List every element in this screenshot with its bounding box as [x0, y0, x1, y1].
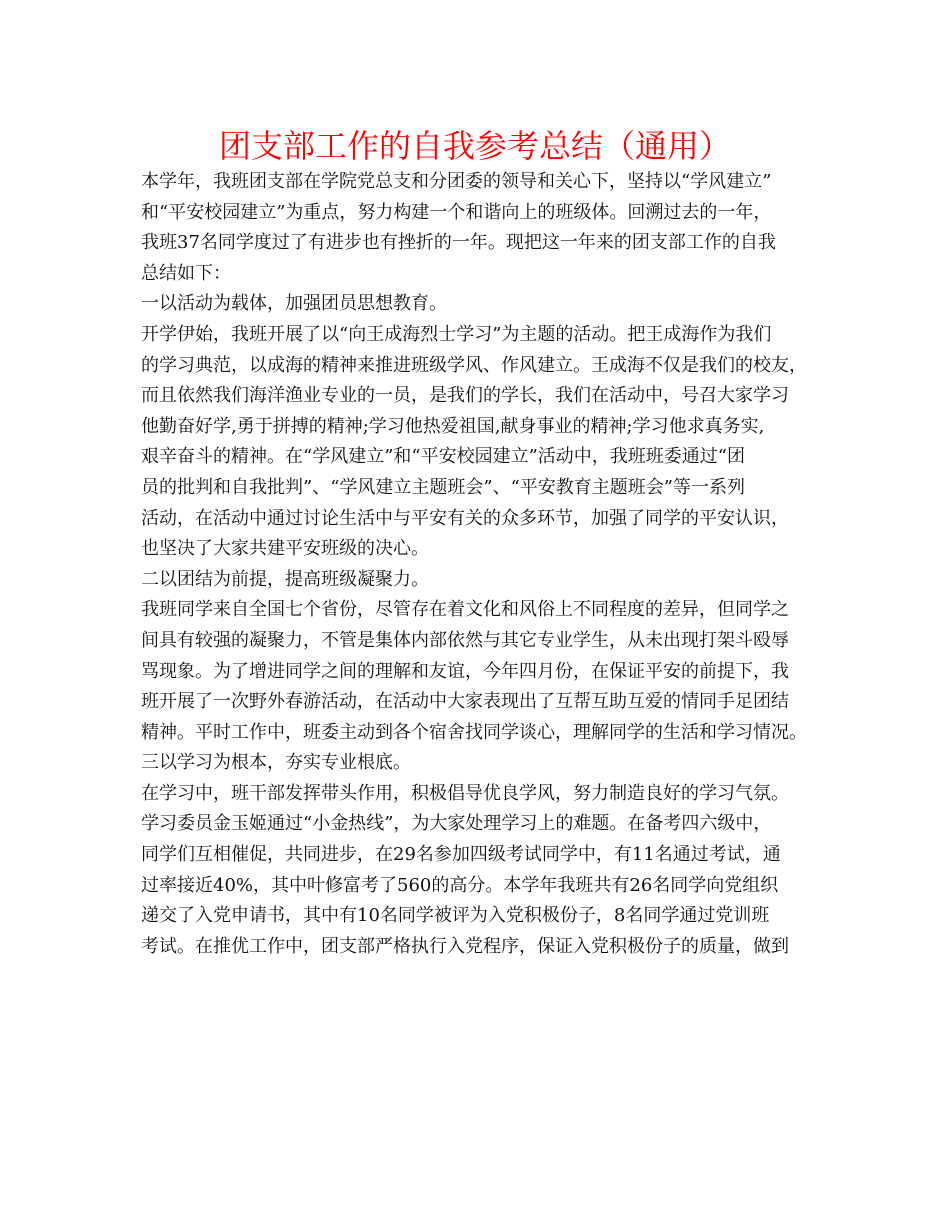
section-heading-2: 二以团结为前提，提高班级凝聚力。: [141, 568, 429, 590]
section-heading-1: 一以活动为载体，加强团员思想教育。: [141, 293, 447, 315]
body-line: 精神。平时工作中，班委主动到各个宿舍找同学谈心，理解同学的生活和学习情况。: [141, 721, 807, 743]
document-title: 团支部工作的自我参考总结（通用）: [218, 127, 731, 165]
body-line: 活动，在活动中通过讨论生活中与平安有关的众多环节，加强了同学的平安认识，: [141, 507, 789, 529]
body-line: 同学们互相催促，共同进步，在29名参加四级考试同学中，有11名通过考试，通: [141, 844, 781, 866]
body-line: 班开展了一次野外春游活动，在活动中大家表现出了互帮互助互爱的情同手足团结: [141, 691, 789, 713]
body-line: 学习委员金玉姬通过“小金热线”，为大家处理学习上的难题。在备考四六级中，: [141, 813, 772, 835]
body-line: 我班同学来自全国七个省份，尽管存在着文化和风俗上不同程度的差异，但同学之: [141, 599, 789, 621]
body-line: 的学习典范，以成海的精神来推进班级学风、作风建立。王成海不仅是我们的校友，: [141, 354, 807, 376]
body-line: 过率接近40%，其中叶修富考了560的高分。本学年我班共有26名同学向党组织: [141, 874, 779, 896]
body-line: 和“平安校园建立”为重点，努力构建一个和谐向上的班级体。回溯过去的一年，: [141, 201, 772, 223]
body-line: 总结如下：: [141, 262, 231, 284]
body-line: 我班37名同学度过了有进步也有挫折的一年。现把这一年来的团支部工作的自我: [141, 232, 776, 254]
body-line: 也坚决了大家共建平安班级的决心。: [141, 538, 429, 560]
body-line: 艰辛奋斗的精神。在“学风建立”和“平安校园建立”活动中，我班班委通过“团: [141, 446, 746, 468]
body-line: 本学年，我班团支部在学院党总支和分团委的领导和关心下，坚持以“学风建立”: [141, 171, 772, 192]
body-line: 他勤奋好学,勇于拼搏的精神;学习他热爱祖国,献身事业的精神;学习他求真务实,: [141, 415, 765, 437]
body-line: 在学习中，班干部发挥带头作用，积极倡导优良学风，努力制造良好的学习气氛。: [141, 782, 789, 804]
section-heading-3: 三以学习为根本，夯实专业根底。: [141, 752, 411, 774]
body-line: 考试。在推优工作中，团支部严格执行入党程序，保证入党积极份子的质量，做到: [141, 935, 789, 957]
body-line: 而且依然我们海洋渔业专业的一员，是我们的学长，我们在活动中，号召大家学习: [141, 385, 789, 407]
body-line: 员的批判和自我批判”、“学风建立主题班会”、“平安教育主题班会”等一系列: [141, 476, 746, 498]
body-line: 开学伊始，我班开展了以“向王成海烈士学习”为主题的活动。把王成海作为我们: [141, 323, 772, 345]
body-line: 递交了入党申请书，其中有10名同学被评为入党积极份子，8名同学通过党训班: [141, 905, 770, 927]
body-line: 骂现象。为了增进同学之间的理解和友谊，今年四月份，在保证平安的前提下，我: [141, 660, 789, 682]
body-line: 间具有较强的凝聚力，不管是集体内部依然与其它专业学生，从未出现打架斗殴辱: [141, 629, 789, 651]
document-body: [141, 167, 821, 962]
